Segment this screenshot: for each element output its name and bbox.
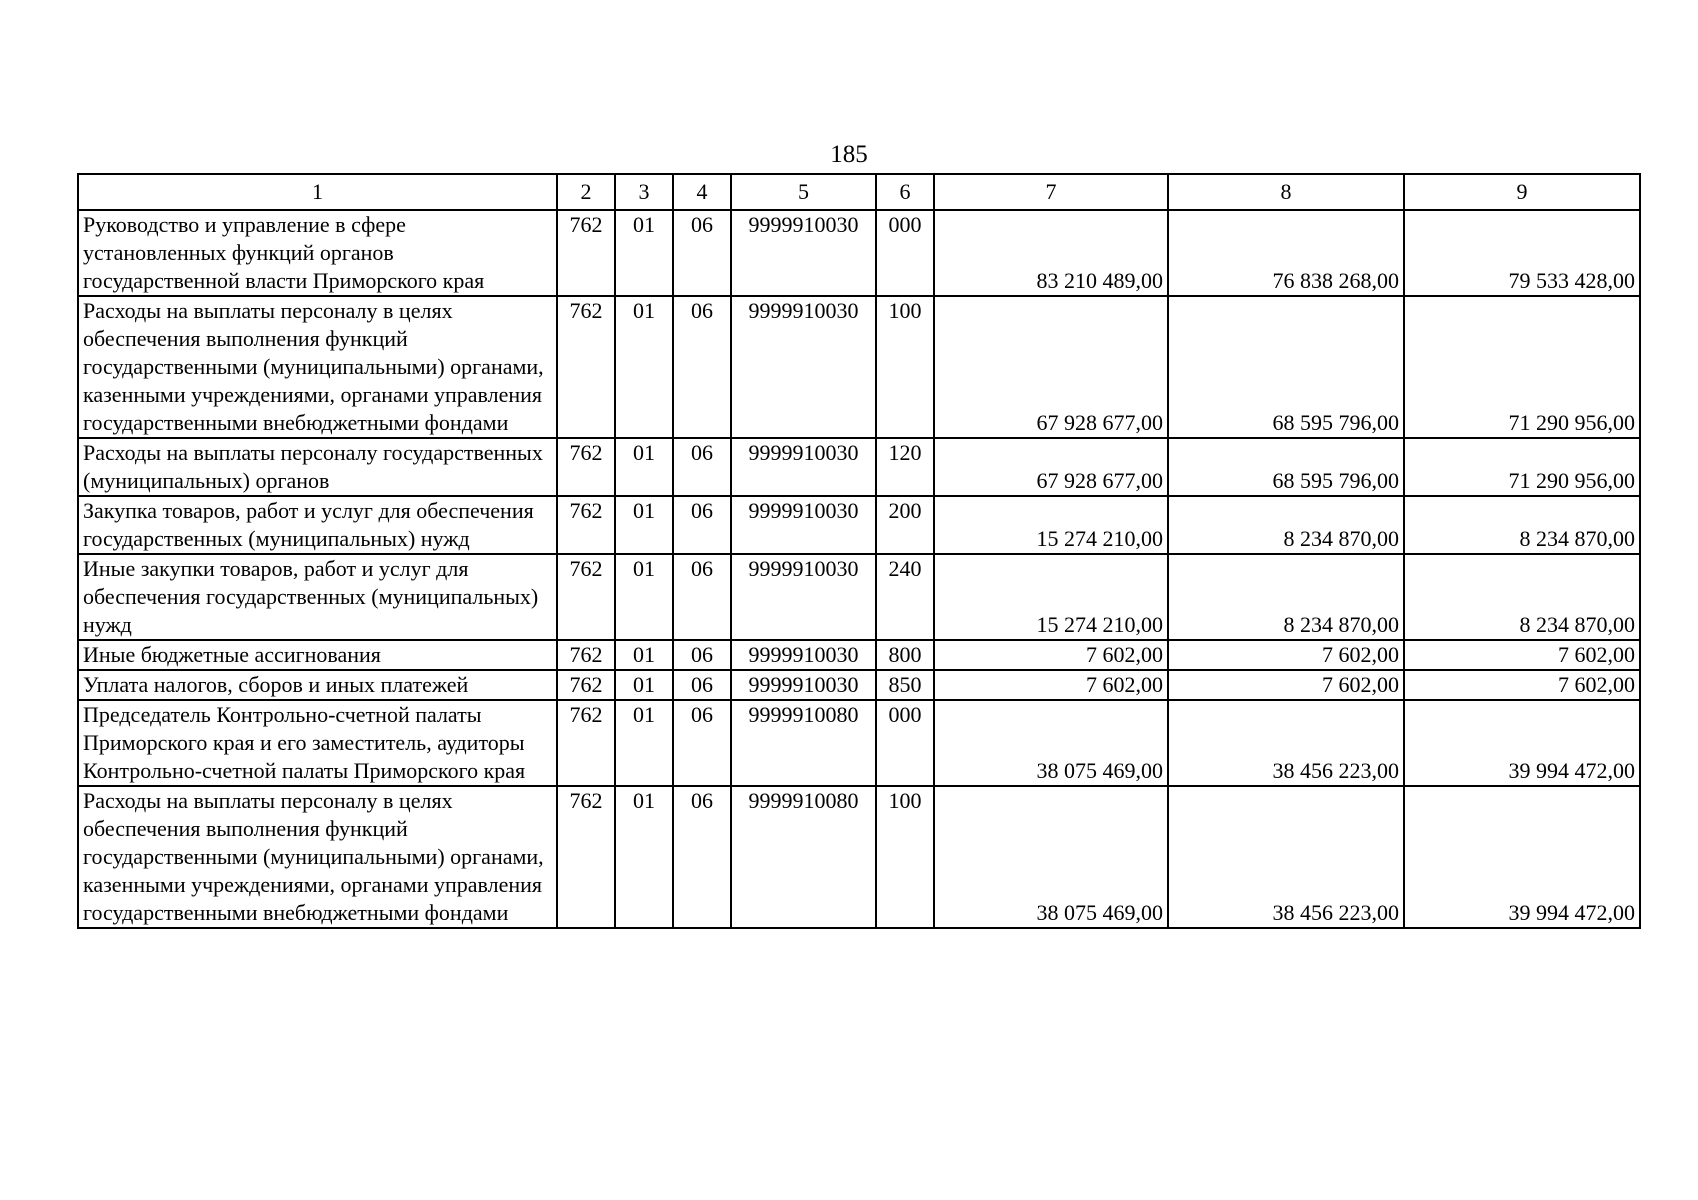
row-name-cell: Расходы на выплаты персоналу в целях обеспечения выполнения функций государственными (муниципальными) органами, казенными учреждениями, органами управления государственными внебюджетными фондами [78,786,557,928]
amount-cell: 7 602,00 [1404,670,1640,700]
header-cell: 7 [934,174,1168,210]
code-cell: 01 [615,296,673,438]
code-cell: 01 [615,700,673,786]
amount-cell: 39 994 472,00 [1404,786,1640,928]
code-cell: 01 [615,496,673,554]
code-cell: 240 [876,554,934,640]
table-row [78,670,1640,700]
amount-cell: 67 928 677,00 [934,438,1168,496]
code-cell: 762 [557,210,615,296]
code-cell: 06 [673,786,731,928]
code-cell: 9999910080 [731,786,876,928]
header-cell: 2 [557,174,615,210]
code-cell: 200 [876,496,934,554]
header-cell: 6 [876,174,934,210]
row-name-cell: Иные бюджетные ассигнования [78,640,557,670]
amount-cell: 7 602,00 [1168,670,1404,700]
code-cell: 762 [557,296,615,438]
table-row [78,296,1640,438]
code-cell: 06 [673,296,731,438]
table-row [78,700,1640,786]
code-cell: 000 [876,210,934,296]
amount-cell: 68 595 796,00 [1168,438,1404,496]
code-cell: 06 [673,554,731,640]
code-cell: 06 [673,700,731,786]
amount-cell: 38 456 223,00 [1168,786,1404,928]
amount-cell: 39 994 472,00 [1404,700,1640,786]
code-cell: 06 [673,210,731,296]
code-cell: 9999910030 [731,496,876,554]
amount-cell: 7 602,00 [934,670,1168,700]
code-cell: 762 [557,496,615,554]
amount-cell: 15 274 210,00 [934,496,1168,554]
code-cell: 762 [557,670,615,700]
budget-table [77,173,1641,929]
header-cell: 9 [1404,174,1640,210]
amount-cell: 38 456 223,00 [1168,700,1404,786]
row-name-cell: Расходы на выплаты персоналу в целях обеспечения выполнения функций государственными (муниципальными) органами, казенными учреждениями, органами управления государственными внебюджетными фондами [78,296,557,438]
table-row [78,640,1640,670]
code-cell: 800 [876,640,934,670]
code-cell: 06 [673,438,731,496]
code-cell: 000 [876,700,934,786]
amount-cell: 68 595 796,00 [1168,296,1404,438]
amount-cell: 8 234 870,00 [1168,554,1404,640]
table-row [78,554,1640,640]
code-cell: 06 [673,640,731,670]
table-row [78,210,1640,296]
header-cell: 4 [673,174,731,210]
code-cell: 100 [876,296,934,438]
amount-cell: 7 602,00 [934,640,1168,670]
amount-cell: 8 234 870,00 [1168,496,1404,554]
row-name-cell: Расходы на выплаты персоналу государственных (муниципальных) органов [78,438,557,496]
row-name-cell: Уплата налогов, сборов и иных платежей [78,670,557,700]
code-cell: 762 [557,786,615,928]
amount-cell: 7 602,00 [1404,640,1640,670]
header-cell: 3 [615,174,673,210]
code-cell: 9999910030 [731,670,876,700]
code-cell: 06 [673,496,731,554]
code-cell: 9999910030 [731,296,876,438]
code-cell: 120 [876,438,934,496]
amount-cell: 7 602,00 [1168,640,1404,670]
code-cell: 9999910080 [731,700,876,786]
table-header-row [78,174,1640,210]
code-cell: 762 [557,700,615,786]
table-row [78,786,1640,928]
amount-cell: 38 075 469,00 [934,786,1168,928]
code-cell: 01 [615,438,673,496]
amount-cell: 71 290 956,00 [1404,438,1640,496]
amount-cell: 79 533 428,00 [1404,210,1640,296]
row-name-cell: Иные закупки товаров, работ и услуг для обеспечения государственных (муниципальных) нужд [78,554,557,640]
code-cell: 850 [876,670,934,700]
code-cell: 762 [557,554,615,640]
code-cell: 100 [876,786,934,928]
row-name-cell: Председатель Контрольно-счетной палаты Приморского края и его заместитель, аудиторы Контрольно-счетной палаты Приморского края [78,700,557,786]
code-cell: 01 [615,640,673,670]
code-cell: 01 [615,670,673,700]
code-cell: 9999910030 [731,438,876,496]
code-cell: 06 [673,670,731,700]
code-cell: 01 [615,210,673,296]
amount-cell: 38 075 469,00 [934,700,1168,786]
amount-cell: 8 234 870,00 [1404,496,1640,554]
row-name-cell: Закупка товаров, работ и услуг для обеспечения государственных (муниципальных) нужд [78,496,557,554]
header-cell: 5 [731,174,876,210]
table-row [78,438,1640,496]
amount-cell: 15 274 210,00 [934,554,1168,640]
page-number: 185 [830,141,868,168]
code-cell: 01 [615,786,673,928]
header-cell: 8 [1168,174,1404,210]
amount-cell: 67 928 677,00 [934,296,1168,438]
amount-cell: 8 234 870,00 [1404,554,1640,640]
amount-cell: 71 290 956,00 [1404,296,1640,438]
code-cell: 762 [557,640,615,670]
code-cell: 9999910030 [731,640,876,670]
header-cell: 1 [78,174,557,210]
code-cell: 762 [557,438,615,496]
code-cell: 9999910030 [731,554,876,640]
amount-cell: 83 210 489,00 [934,210,1168,296]
table-row [78,496,1640,554]
row-name-cell: Руководство и управление в сфере установленных функций органов государственной власти Приморского края [78,210,557,296]
code-cell: 9999910030 [731,210,876,296]
amount-cell: 76 838 268,00 [1168,210,1404,296]
code-cell: 01 [615,554,673,640]
